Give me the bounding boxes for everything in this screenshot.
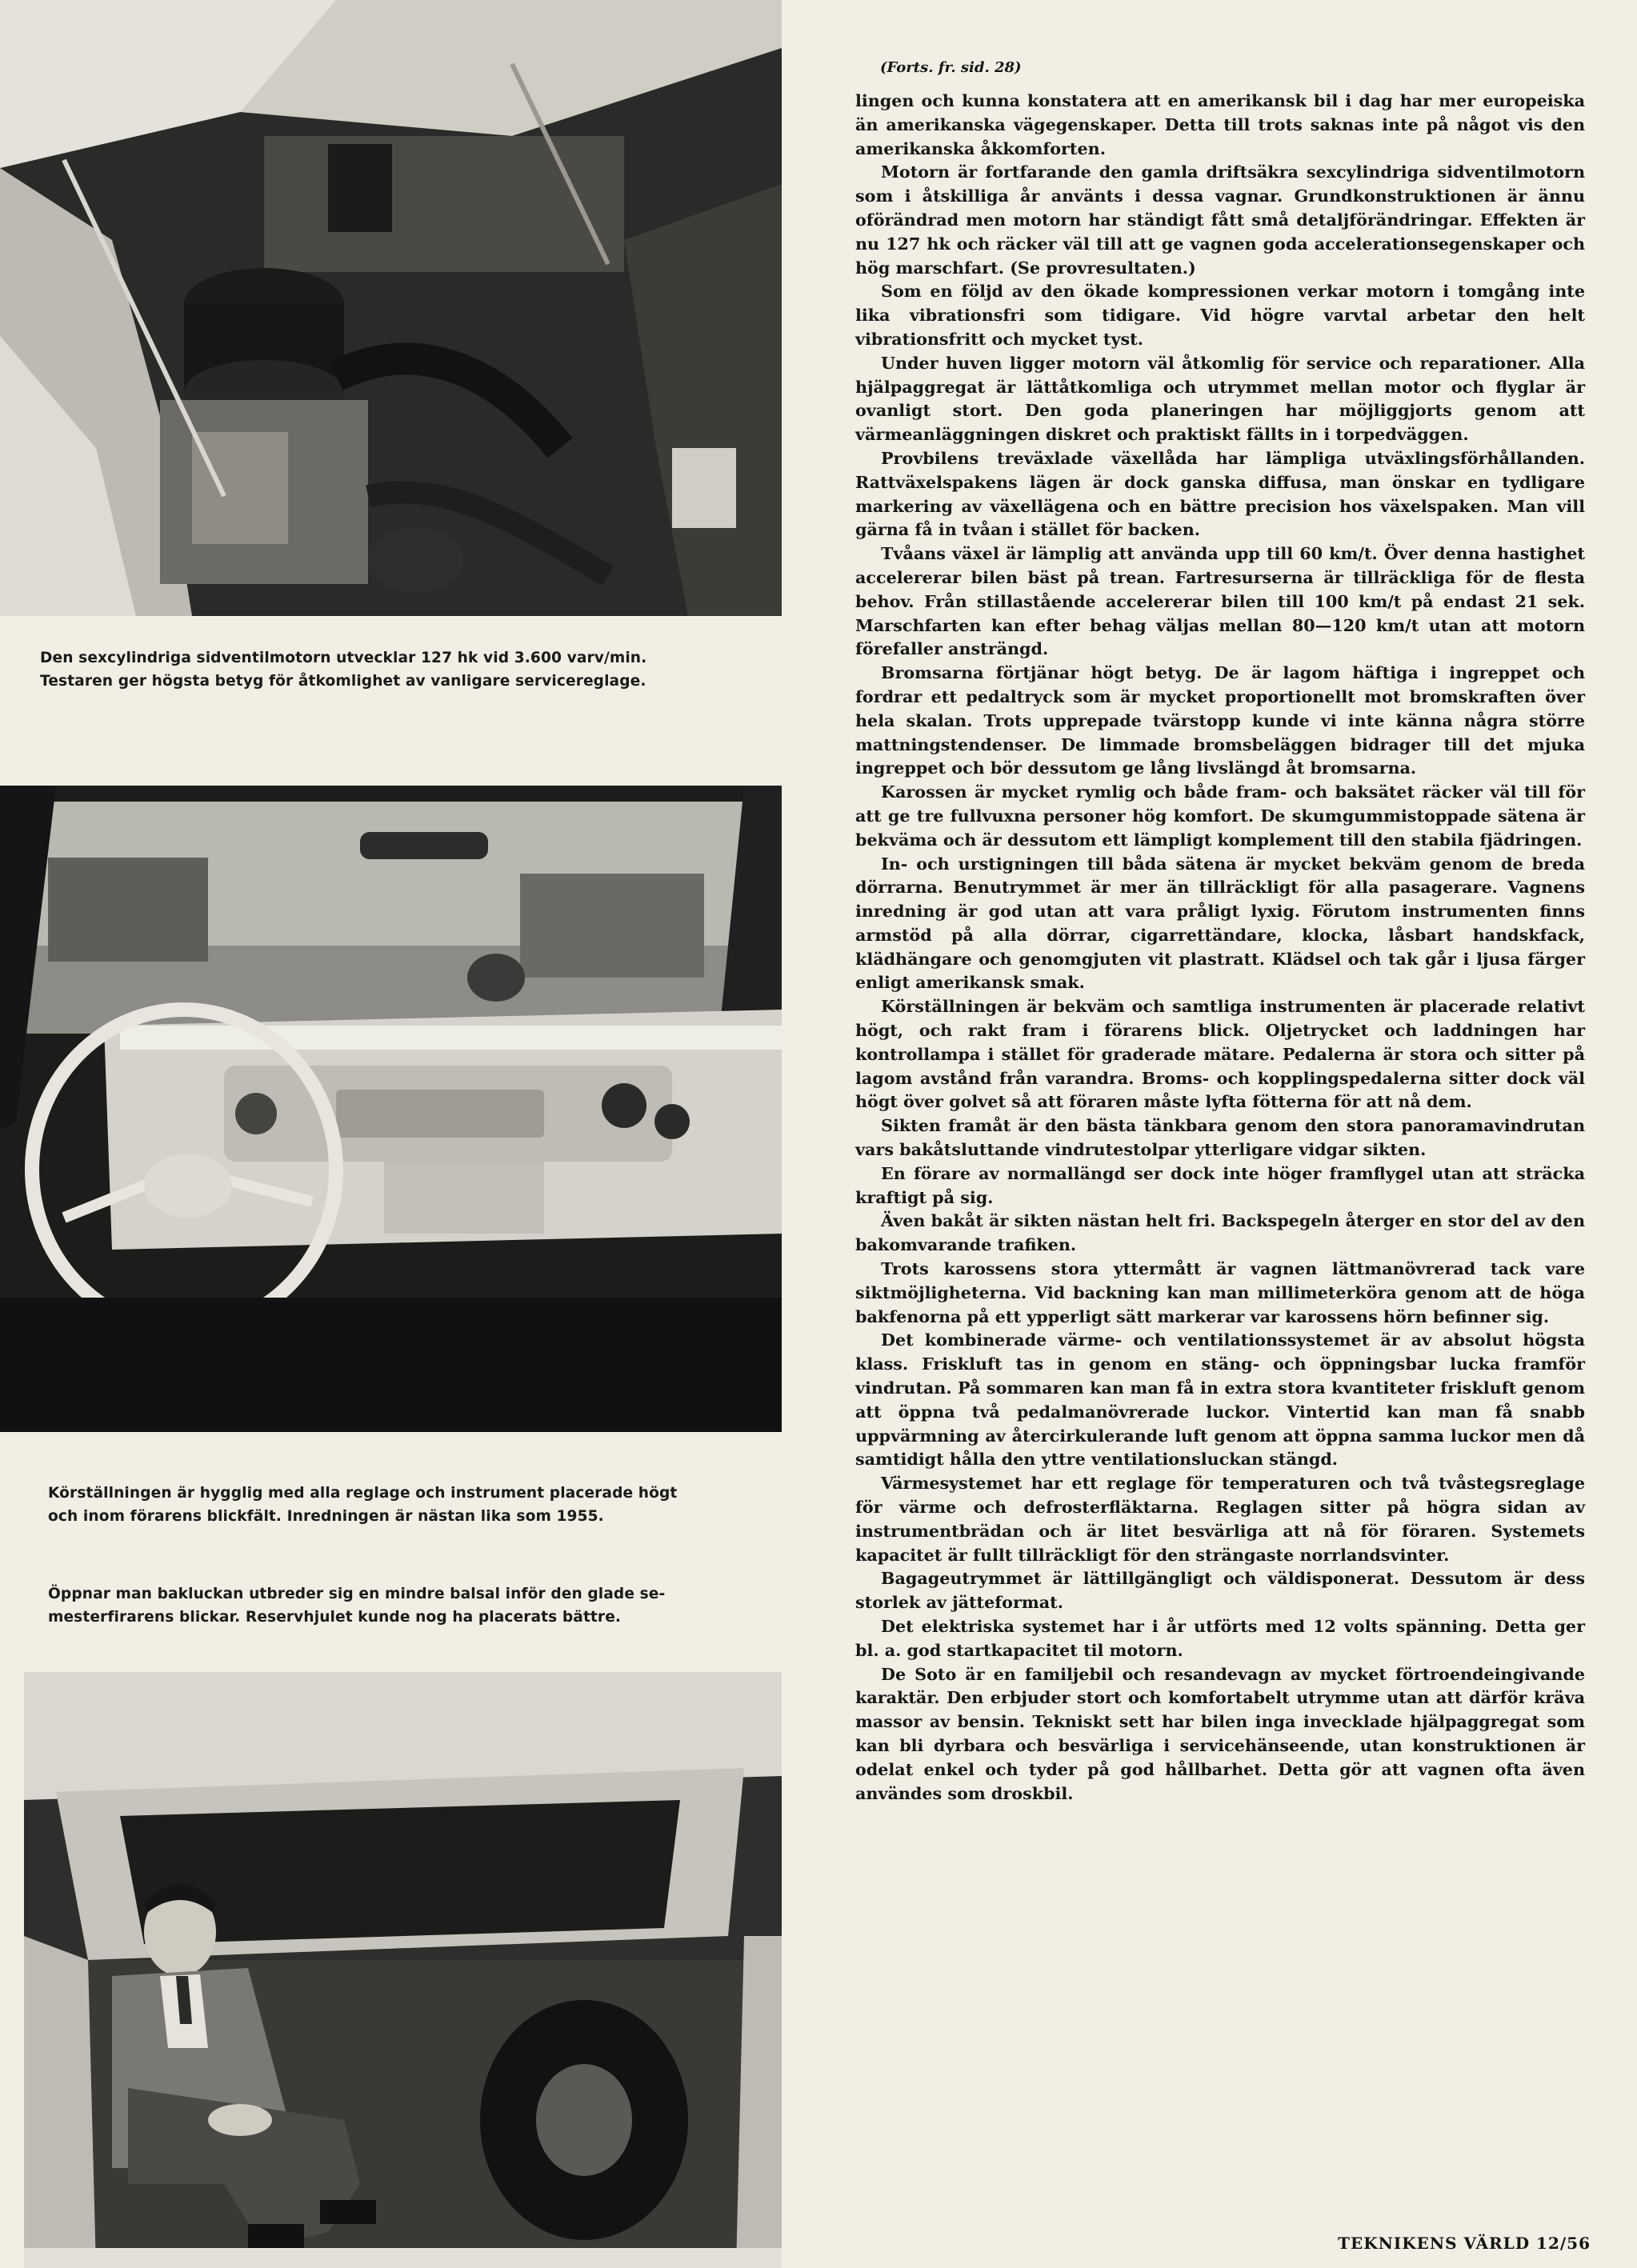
article-paragraph: En förare av normallängd ser dock inte höger framflygel utan att sträcka kraftigt på sig. [855, 1163, 1585, 1207]
article-paragraph: Sikten framåt är den bästa tänkbara genom den stora panoramavindrutan vars bakåtsluttande vindrutestolpar ytterligare vidgar sikten. [855, 1116, 1585, 1160]
engine-bay-photo [0, 0, 782, 616]
caption-line: Öppnar man bakluckan utbreder sig en mindre balsal inför den glade se- [48, 1586, 666, 1602]
article-paragraph: lingen och kunna konstatera att en amerikansk bil i dag har mer europeiska än amerikanska vägegenskaper. Detta till trots saknas inte på något vis den amerikanska åkkomforten. [855, 91, 1585, 158]
article-paragraph: Under huven ligger motorn väl åtkomlig för service och reparationer. Alla hjälpaggregat är lättåtkomliga och utrymmet mellan motor och flyglar är ovanligt stort. Den goda planeringen har möjliggjorts genom att värmeanläggningen diskret och praktiskt fällts in i torpedväggen. [855, 353, 1585, 445]
article-paragraph: Det kombinerade värme- och ventilationssystemet är av absolut högsta klass. Friskluft tas in genom en stäng- och öppningsbar lucka framför vindrutan. På sommaren kan man få in extra stora kvantiteter friskluft genom att öppna två pedalmanövrerade luckor. Vintertid kan man få snabb uppvärmning av återcirkulerande luft genom att öppna samma luckor men då samtidigt hålla den yttre ventilationsluckan stängd. [855, 1330, 1585, 1470]
magazine-footer: TEKNIKENS VÄRLD 12/56 [1338, 2234, 1591, 2253]
article-paragraph: Som en följd av den ökade kompressionen verkar motorn i tomgång inte lika vibrationsfri som tidigare. Vid högre varvtal arbetar den helt vibrationsfritt och mycket tyst. [855, 282, 1585, 349]
trunk-caption [48, 1582, 784, 1629]
article-paragraph: Värmesystemet har ett reglage för temperaturen och två tvåstegsreglage för värme och defrosterfläktarna. Reglagen sitter på högra sidan av instrumentbrädan och är litet besvärliga att nå för föraren. Systemets kapacitet är fullt tillräckligt för den strängaste norrlandsvinter. [855, 1474, 1585, 1565]
caption-line: Testaren ger högsta betyg för åtkomlighet av vanligare servicereglage. [40, 673, 646, 690]
article-paragraph: In- och urstigningen till båda sätena är mycket bekväm genom de breda dörrarna. Benutrymmet är mer än tillräckligt för alla pasagerare. Vagnens inredning är god utan att vara pråligt lyxig. Förutom instrumenten finns armstöd på alla dörrar, cigarrettändare, klocka, låsbart handskfack, klädhängare och genomgjuten vit plastratt. Klädsel och tak går i ljusa färger enligt amerikansk smak. [855, 854, 1585, 993]
caption-line: mesterfirarens blickar. Reservhjulet kunde nog ha placerats bättre. [48, 1609, 622, 1626]
article-body [855, 90, 1585, 1806]
article-paragraph: Provbilens treväxlade växellåda har lämpliga utväxlingsförhållanden. Rattväxelspakens lägen är dock ganska diffusa, man önskar en tydligare markering av växellägena och en bättre precision hos växelspaken. Man vill gärna få in tvåan i stället för backen. [855, 448, 1585, 540]
caption-line: Den sexcylindriga sidventilmotorn utvecklar 127 hk vid 3.600 varv/min. [40, 650, 647, 666]
article-paragraph: Även bakåt är sikten nästan helt fri. Backspegeln återger en stor del av den bakomvarande trafiken. [855, 1211, 1585, 1255]
dashboard-photo [0, 786, 782, 1432]
article-paragraph: Bromsarna förtjänar högt betyg. De är lagom häftiga i ingreppet och fordrar ett pedaltryck som är mycket proportionellt mot bromskraften över hela skalan. Trots upprepade tvärstopp kunde vi inte känna några större mattningstendenser. De limmade bromsbeläggen bidrager till det mjuka ingreppet och bör dessutom ge lång livslängd åt bromsarna. [855, 663, 1585, 778]
article-paragraph: Tvåans växel är lämplig att använda upp till 60 km/t. Över denna hastighet accelererar bilen bäst på trean. Fartresurserna är tillräckliga för de flesta behov. Från stillastående accelererar bilen till 100 km/t på endast 21 sek. Marschfarten kan efter behag väljas mellan 80—120 km/t utan att motorn förefaller ansträngd. [855, 544, 1585, 659]
trunk-photo [24, 1672, 782, 2268]
continued-note: (Forts. fr. sid. 28) [880, 59, 1022, 76]
dashboard-caption [48, 1482, 784, 1528]
article-paragraph: Karossen är mycket rymlig och både fram- och baksätet räcker väl till för att ge tre fullvuxna personer hög komfort. De skumgummistoppade sätena är bekväma och är dessutom ett lämpligt komplement till den stabila fjädringen. [855, 782, 1585, 850]
caption-line: Körställningen är hygglig med alla reglage och instrument placerade högt [48, 1485, 678, 1502]
caption-line: och inom förarens blickfält. Inredningen är nästan lika som 1955. [48, 1508, 604, 1525]
article-paragraph: Trots karossens stora yttermått är vagnen lättmanövrerad tack vare siktmöjligheterna. Vid backning kan man millimeterköra genom att de höga bakfenorna på ett ypperligt sätt markerar var karossens hörn befinner sig. [855, 1259, 1585, 1326]
article-paragraph: Bagageutrymmet är lättillgängligt och väldisponerat. Dessutom är dess storlek av jätteformat. [855, 1569, 1585, 1613]
engine-caption [40, 646, 776, 693]
article-paragraph: Körställningen är bekväm och samtliga instrumenten är placerade relativt högt, och rakt fram i förarens blick. Oljetrycket och laddningen har kontrollampa i stället för graderade mätare. Pedalerna är stora och sitter på lagom avstånd från varandra. Broms- och kopplingspedalerna sitter dock väl högt över golvet så att föraren måste lyfta fötterna för att nå dem. [855, 997, 1585, 1112]
article-paragraph: Det elektriska systemet har i år utförts med 12 volts spänning. Detta ger bl. a. god startkapacitet til motorn. [855, 1617, 1585, 1660]
article-paragraph: De Soto är en familjebil och resandevagn av mycket förtroendeingivande karaktär. Den erbjuder stort och komfortabelt utrymme utan att därför kräva massor av bensin. Tekniskt sett har bilen inga invecklade hjälpaggregat som kan bli dyrbara och besvärliga i servicehänseende, utan konstruktionen är odelat enkel och tyder på god hållbarhet. Detta gör att vagnen ofta även användes som droskbil. [855, 1664, 1585, 1803]
article-paragraph: Motorn är fortfarande den gamla driftsäkra sexcylindriga sidventilmotorn som i åtskilliga år använts i dessa vagnar. Grundkonstruktionen är ännu oförändrad men motorn har ständigt fått små detaljförändringar. Effekten är nu 127 hk och räcker väl till att ge vagnen goda accelerationsegenskaper och hög marschfart. (Se provresultaten.) [855, 162, 1585, 278]
